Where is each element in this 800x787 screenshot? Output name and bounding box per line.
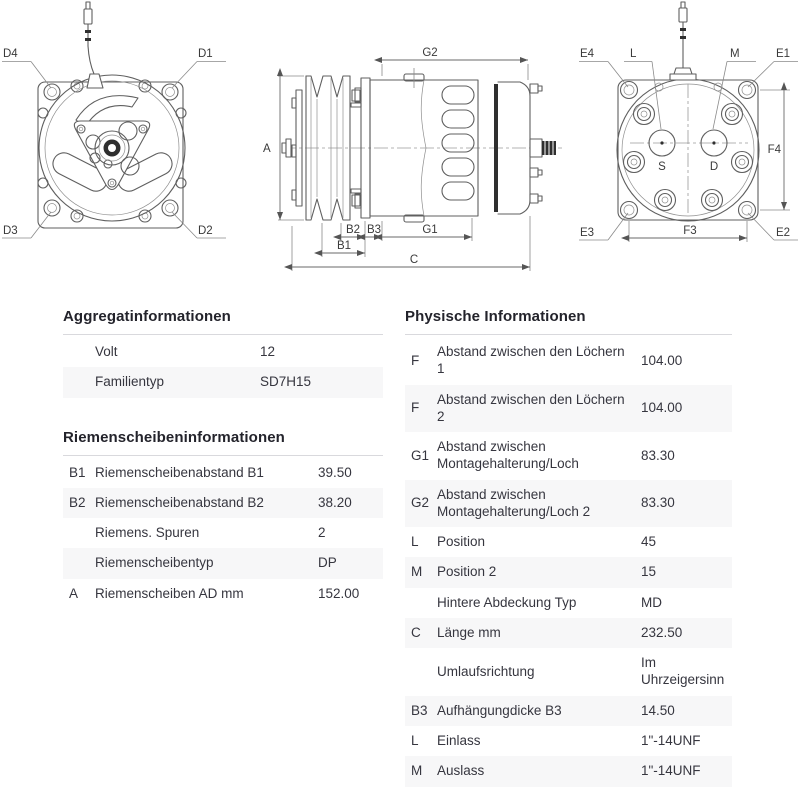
row-value: 1"-14UNF xyxy=(641,732,701,748)
row-label: Abstand zwischen den Löchern 2 xyxy=(437,391,625,424)
row-value: Im Uhrzeigersinn xyxy=(641,655,725,688)
dim-label-e4: E4 xyxy=(580,48,595,60)
row-code xyxy=(63,548,95,578)
table-row xyxy=(63,518,383,548)
row-label: Riemenscheibenabstand B1 xyxy=(95,464,264,480)
row-value: MD xyxy=(641,594,662,610)
row-value: 12 xyxy=(260,344,276,359)
row-code xyxy=(63,518,95,548)
row-label: Länge mm xyxy=(437,624,501,640)
row-value: 15 xyxy=(641,564,657,580)
table-row xyxy=(405,756,732,786)
row-label: Position 2 xyxy=(437,564,497,580)
side-view-drawing xyxy=(263,47,562,271)
row-label: Volt xyxy=(95,344,118,359)
row-code xyxy=(63,367,95,397)
table-row xyxy=(63,367,383,397)
dim-label-g1: G1 xyxy=(422,224,438,236)
table-row xyxy=(63,548,383,578)
table-row xyxy=(405,480,732,528)
dim-label-d3: D3 xyxy=(3,225,18,237)
rear-coil-wire xyxy=(670,2,696,80)
riemenscheiben-info-section xyxy=(63,421,383,609)
row-code: F xyxy=(411,352,420,368)
row-label: Riemenscheibentyp xyxy=(95,555,214,571)
dim-label-b1: B1 xyxy=(336,240,352,252)
row-code: G2 xyxy=(411,495,430,511)
row-label: Aufhängungdicke B3 xyxy=(437,702,562,718)
row-value: DP xyxy=(318,555,337,571)
dim-label-e2: E2 xyxy=(776,227,791,239)
front-view-drawing xyxy=(2,2,226,238)
dim-label-b3: B3 xyxy=(366,224,382,236)
table-row xyxy=(405,696,732,726)
table-row xyxy=(405,432,732,480)
row-code: C xyxy=(411,624,421,640)
row-label: Auslass xyxy=(437,763,485,779)
row-value: 14.50 xyxy=(641,702,675,718)
dim-label-c: C xyxy=(409,254,419,266)
table-row xyxy=(63,458,383,488)
row-value: 45 xyxy=(641,534,657,550)
dim-label-d1: D1 xyxy=(198,48,213,60)
row-label: Abstand zwischen den Löchern 1 xyxy=(437,344,625,377)
row-value: 2 xyxy=(318,525,326,541)
row-value: 104.00 xyxy=(641,400,683,416)
dim-label-b2: B2 xyxy=(345,224,361,236)
dim-label-f3: F3 xyxy=(683,225,697,237)
dim-label-g2: G2 xyxy=(422,47,438,59)
dim-label-m: M xyxy=(730,48,740,60)
technical-drawing-area xyxy=(0,0,800,296)
compressor-technical-drawing xyxy=(0,0,800,296)
row-value: 83.30 xyxy=(641,447,675,463)
row-value: 38.20 xyxy=(318,494,352,510)
row-value: 39.50 xyxy=(318,464,352,480)
table-row xyxy=(63,579,383,609)
row-code: M xyxy=(411,564,423,580)
row-label: Hintere Abdeckung Typ xyxy=(437,594,577,610)
table-row xyxy=(405,527,732,557)
physische-info-section xyxy=(405,300,732,787)
row-code: B3 xyxy=(411,702,428,718)
coil-wire xyxy=(84,2,103,88)
dim-label-d4: D4 xyxy=(3,48,18,60)
spec-tables xyxy=(63,300,732,787)
table-row xyxy=(63,488,383,518)
row-code xyxy=(405,648,437,696)
right-column xyxy=(405,300,732,787)
riemenscheiben-table xyxy=(63,458,383,609)
row-label: Einlass xyxy=(437,732,481,748)
physische-table xyxy=(405,337,732,787)
row-code: L xyxy=(411,732,419,748)
table-row xyxy=(405,726,732,756)
table-row xyxy=(405,557,732,587)
row-label: Abstand zwischen Montagehalterung/Loch 2 xyxy=(437,486,591,519)
row-code xyxy=(63,337,95,367)
row-value: 232.50 xyxy=(641,624,683,640)
section-title-riemenscheiben: Riemenscheibeninformationen xyxy=(63,421,383,456)
port-label-d: D xyxy=(709,161,719,173)
row-code: B2 xyxy=(69,494,86,510)
row-value: 1"-14UNF xyxy=(641,763,701,779)
row-value: SD7H15 xyxy=(260,374,312,390)
table-row xyxy=(405,337,732,385)
row-label: Riemens. Spuren xyxy=(95,525,200,541)
section-title-aggregat: Aggregatinformationen xyxy=(63,300,383,335)
table-row xyxy=(405,588,732,618)
row-code: M xyxy=(411,763,423,779)
dim-label-l: L xyxy=(630,48,637,60)
row-value: 83.30 xyxy=(641,495,675,511)
rear-view-drawing xyxy=(579,2,798,242)
row-label: Umlaufsrichtung xyxy=(437,663,535,679)
row-value: 104.00 xyxy=(641,352,683,368)
table-row xyxy=(405,618,732,648)
port-label-s: S xyxy=(658,161,666,173)
row-code: B1 xyxy=(69,464,86,480)
row-label: Riemenscheiben AD mm xyxy=(95,585,244,601)
dim-label-d2: D2 xyxy=(198,225,213,237)
row-code: L xyxy=(411,534,419,550)
row-label: Familientyp xyxy=(95,374,165,390)
dim-label-f4: F4 xyxy=(767,144,781,156)
table-row xyxy=(405,385,732,433)
row-label: Position xyxy=(437,534,486,550)
row-code: G1 xyxy=(411,447,430,463)
row-label: Riemenscheibenabstand B2 xyxy=(95,494,264,510)
dim-label-e3: E3 xyxy=(580,227,595,239)
aggregat-info-section xyxy=(63,300,383,398)
row-label: Abstand zwischen Montagehalterung/Loch xyxy=(437,439,579,472)
table-row xyxy=(63,337,383,367)
table-row xyxy=(405,648,732,696)
row-code: F xyxy=(411,400,420,416)
section-title-physisch: Physische Informationen xyxy=(405,300,732,335)
row-code xyxy=(405,588,437,618)
aggregat-table xyxy=(63,337,383,398)
left-column xyxy=(63,300,383,787)
row-code: A xyxy=(69,585,79,601)
dim-label-e1: E1 xyxy=(776,48,791,60)
row-value: 152.00 xyxy=(318,585,360,601)
dim-label-a: A xyxy=(263,143,271,155)
